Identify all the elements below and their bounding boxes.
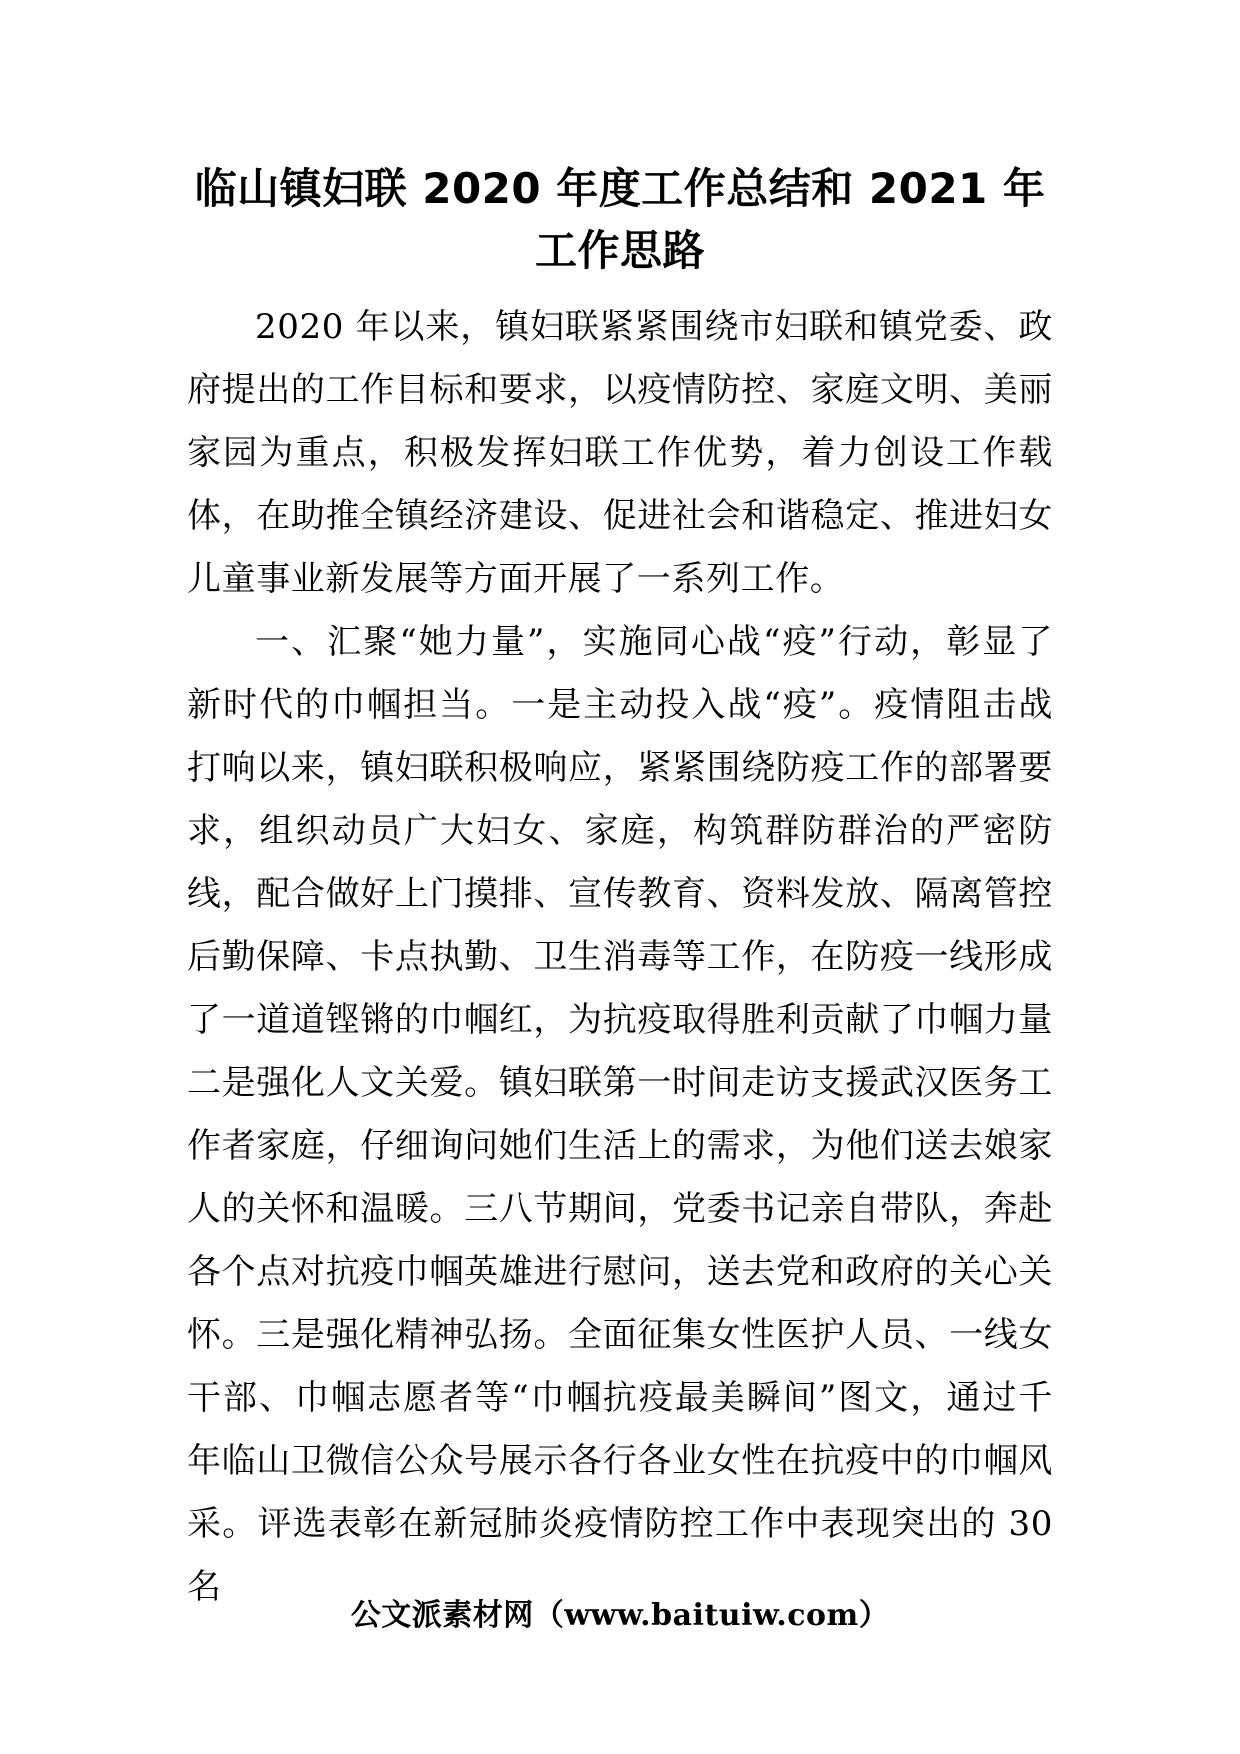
paragraph-intro: 2020 年以来，镇妇联紧紧围绕市妇联和镇党委、政府提出的工作目标和要求，以疫情防控、家庭文明、美丽家园为重点，积极发挥妇联工作优势，着力创设工作载体，在助推全镇经济建设、促进社会和谐稳定、推进妇女儿童事业新发展等方面开展了一系列工作。 [187, 307, 1053, 599]
document-body [187, 296, 1053, 1619]
footer-watermark: 公文派素材网（www.baituiw.com） [350, 1598, 890, 1633]
document-title: 临山镇妇联 2020 年度工作总结和 2021 年工作思路 [194, 164, 1046, 275]
paragraph-section-one: 一、汇聚“她力量”，实施同心战“疫”行动，彰显了新时代的巾帼担当。一是主动投入战“疫”。疫情阻击战打响以来，镇妇联积极响应，紧紧围绕防疫工作的部署要求，组织动员广大妇女、家庭，构筑群防群治的严密防线，配合做好上门摸排、宣传教育、资料发放、隔离管控后勤保障、卡点执勤、卫生消毒等工作，在防疫一线形成了一道道铿锵的巾帼红，为抗疫取得胜利贡献了巾帼力量二是强化人文关爱。镇妇联第一时间走访支援武汉医务工作者家庭，仔细询问她们生活上的需求，为他们送去娘家人的关怀和温暖。三八节期间，党委书记亲自带队，奔赴各个点对抗疫巾帼英雄进行慰问，送去党和政府的关心关怀。三是强化精神弘扬。全面征集女性医护人员、一线女干部、巾帼志愿者等“巾帼抗疫最美瞬间”图文，通过千年临山卫微信公众号展示各行各业女性在抗疫中的巾帼风采。评选表彰在新冠肺炎疫情防控工作中表现突出的 30 名 [187, 622, 1053, 1607]
